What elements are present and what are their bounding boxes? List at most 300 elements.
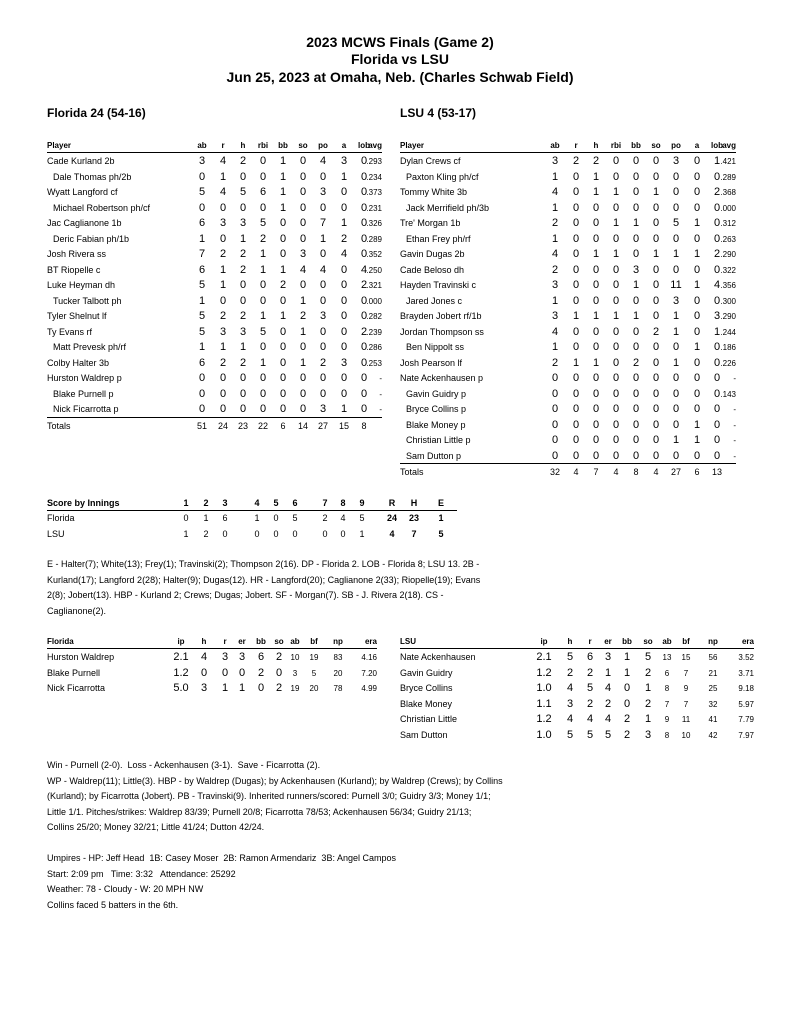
stat-h: 0 <box>592 201 600 214</box>
stat-so: 0 <box>652 232 660 245</box>
stat-a: 0 <box>693 325 701 338</box>
stat-po: 0 <box>672 263 680 276</box>
stat-a: 0 <box>693 387 701 400</box>
stat-avg: .286 <box>366 343 382 352</box>
col-header-r: r <box>588 637 592 646</box>
stat-ab: 5 <box>198 279 206 291</box>
stat-h: 0 <box>592 372 600 384</box>
stat-era: 4.99 <box>361 684 377 693</box>
player-name: Ty Evans rf <box>47 326 93 337</box>
stat-ab: 10 <box>290 653 300 662</box>
stat-a: 0 <box>693 155 701 167</box>
stat-np: 32 <box>708 699 718 709</box>
batter-row <box>47 370 382 386</box>
stat-lob: 0 <box>360 341 368 353</box>
stat-r: 0 <box>219 403 227 415</box>
stat-ip: 1.2 <box>173 666 189 679</box>
stat-h: 0 <box>200 666 208 679</box>
stat-avg: .293 <box>366 157 382 166</box>
stat-h: 0 <box>239 201 247 214</box>
stat-po: 3 <box>319 310 327 322</box>
stat-rbi: 0 <box>259 403 267 415</box>
stat-lob: 0 <box>360 186 368 198</box>
stat-po: 0 <box>319 279 327 291</box>
stat-bf: 5 <box>311 668 317 678</box>
batter-row <box>400 169 736 185</box>
stat-rbi: 0 <box>259 201 267 214</box>
stat-so: 0 <box>299 372 307 384</box>
stat-bb: 0 <box>632 372 640 384</box>
stat-po: 0 <box>672 403 680 415</box>
stat-avg: .000 <box>366 296 382 306</box>
stat-ab: 19 <box>290 684 300 693</box>
batter-row <box>400 355 736 371</box>
stat-a: 0 <box>340 341 348 353</box>
stat-bb: 0 <box>632 232 640 245</box>
stat-avg: .321 <box>366 281 382 290</box>
player-name: Paxton Kling ph/cf <box>406 171 479 182</box>
col-header-lob: lob <box>358 141 370 150</box>
stat-ab: 0 <box>551 372 559 384</box>
stat-so: 0 <box>652 279 660 291</box>
inning-value: 6 <box>222 513 228 523</box>
stat-lob: 0 <box>713 232 721 245</box>
innings-header <box>47 496 457 511</box>
stat-h: 0 <box>592 418 600 431</box>
stat-po: 3 <box>319 186 327 198</box>
stat-po: 1 <box>672 310 680 322</box>
stat-avg: .226 <box>720 358 736 368</box>
stat-rbi: 1 <box>259 248 267 260</box>
totals-label: Totals <box>47 420 71 431</box>
stat-a: 0 <box>340 263 348 276</box>
pitcher-name: Nick Ficarrotta <box>47 683 106 693</box>
pitcher-name: Bryce Collins <box>400 683 453 693</box>
pitcher-name: Sam Dutton <box>400 729 448 740</box>
inning-value: 0 <box>322 528 328 539</box>
stat-ab: 0 <box>551 403 559 415</box>
batter-row <box>400 324 736 340</box>
date-venue: Jun 25, 2023 at Omaha, Neb. (Charles Schwab Field) <box>226 69 574 85</box>
stat-rbi: 0 <box>259 170 267 183</box>
stat-rbi: 1 <box>612 310 620 322</box>
stat-r: 5 <box>586 728 594 741</box>
pitching-summary <box>47 758 767 836</box>
stat-r: 0 <box>221 666 229 679</box>
stat-ab: 2 <box>551 263 559 276</box>
player-name: Josh Rivera ss <box>47 249 107 259</box>
stat-avg: - <box>733 374 736 383</box>
batter-row <box>400 386 736 402</box>
stat-po: 1 <box>672 325 680 338</box>
stat-a: 0 <box>693 263 701 276</box>
stat-ab: 7 <box>664 699 670 709</box>
stat-a: 0 <box>693 403 701 415</box>
stat-lob: 0 <box>360 248 368 260</box>
stat-r: 0 <box>572 403 580 415</box>
stat-h: 0 <box>239 294 247 307</box>
total-lob: 8 <box>361 420 367 431</box>
stat-r: 0 <box>219 294 227 307</box>
stat-r: 0 <box>572 201 580 214</box>
stat-a: 0 <box>693 356 701 369</box>
stat-lob: 0 <box>713 449 721 462</box>
inning-value: 1 <box>254 513 260 523</box>
game-notes <box>47 557 767 619</box>
stat-so: 0 <box>299 155 307 167</box>
inning-header-H: H <box>410 498 418 508</box>
stat-bb: 0 <box>279 217 287 229</box>
inning-header-6: 6 <box>292 498 298 508</box>
inning-value: 0 <box>273 528 279 539</box>
stat-po: 0 <box>319 201 327 214</box>
stat-r: 0 <box>572 217 580 229</box>
stat-bb: 0 <box>632 170 640 183</box>
stat-a: 1 <box>340 403 348 415</box>
batter-row <box>400 262 736 278</box>
stat-r: 1 <box>219 279 227 291</box>
stat-ab: 0 <box>198 170 206 183</box>
batter-row <box>400 401 736 417</box>
batter-row <box>400 231 736 247</box>
stat-a: 0 <box>340 325 348 338</box>
pitcher-row <box>400 711 754 727</box>
stat-a: 0 <box>340 294 348 307</box>
batter-row <box>400 153 736 169</box>
stat-so: 0 <box>299 170 307 183</box>
stat-po: 4 <box>319 263 327 276</box>
stat-r: 3 <box>219 325 227 338</box>
stat-r: 0 <box>219 232 227 245</box>
stat-ab: 6 <box>198 217 206 229</box>
batter-row <box>47 308 382 324</box>
stat-po: 0 <box>672 372 680 384</box>
stat-po: 3 <box>319 403 327 415</box>
stat-h: 2 <box>239 263 247 276</box>
away-pitching-table <box>47 635 377 696</box>
stat-er: 2 <box>604 697 612 710</box>
stat-h: 0 <box>592 279 600 291</box>
player-name: Ben Nippolt ss <box>406 342 465 352</box>
stat-po: 0 <box>319 372 327 384</box>
col-header-ip: ip <box>540 637 548 646</box>
batter-row <box>47 339 382 355</box>
stat-bb: 2 <box>632 356 640 369</box>
stat-ab: 3 <box>292 668 298 678</box>
stat-rbi: 0 <box>612 403 620 415</box>
stat-h: 1 <box>592 170 600 183</box>
total-h: 23 <box>237 420 248 431</box>
summary-line: WP - Waldrep(11); Little(3). HBP - by Waldrep (Dugas); by Ackenhausen (Kurland); by Waldrep (Crews); by Collins <box>47 775 503 786</box>
stat-era: 7.79 <box>738 715 754 724</box>
stat-r: 0 <box>572 232 580 245</box>
stat-so: 0 <box>652 356 660 369</box>
stat-rbi: 0 <box>612 294 620 307</box>
stat-rbi: 0 <box>259 294 267 307</box>
stat-ab: 1 <box>551 170 559 183</box>
stat-ab: 6 <box>664 668 670 678</box>
pitcher-name: Gavin Guidry <box>400 667 453 678</box>
stat-h: 0 <box>239 279 247 291</box>
stat-po: 0 <box>672 449 680 462</box>
stat-bb: 2 <box>279 279 287 291</box>
home-pitching-table <box>400 635 754 742</box>
stat-ip: 2.1 <box>173 651 189 663</box>
col-header-a: a <box>341 141 347 150</box>
stat-rbi: 0 <box>612 325 620 338</box>
player-name: Christian Little p <box>406 435 471 445</box>
total-rbi: 4 <box>613 467 619 477</box>
stat-ab: 1 <box>198 232 206 245</box>
stat-h: 0 <box>239 403 247 415</box>
stat-so: 0 <box>299 201 307 214</box>
game-info-footer <box>47 851 767 913</box>
player-name: Blake Purnell p <box>53 388 114 399</box>
stat-po: 1 <box>672 434 680 446</box>
stat-er: 1 <box>238 682 246 694</box>
inning-value: 0 <box>340 528 346 539</box>
stat-lob: 0 <box>713 356 721 369</box>
stat-po: 4 <box>319 155 327 167</box>
stat-a: 1 <box>693 434 701 446</box>
stat-avg: .250 <box>366 265 382 275</box>
pitcher-name: Blake Money <box>400 698 453 709</box>
inning-header-7: 7 <box>322 498 328 508</box>
batter-row <box>400 215 736 231</box>
stat-po: 0 <box>672 418 680 431</box>
col-header-r: r <box>221 141 225 150</box>
stat-ab: 0 <box>551 434 559 446</box>
stat-ab: 5 <box>198 310 206 322</box>
player-name: Luke Heyman dh <box>47 280 116 290</box>
stat-po: 2 <box>319 356 327 369</box>
stat-lob: 4 <box>360 263 368 276</box>
stat-lob: 4 <box>713 279 721 291</box>
stat-ab: 0 <box>551 387 559 400</box>
stat-h: 0 <box>592 232 600 245</box>
stat-r: 2 <box>572 155 580 167</box>
stat-rbi: 0 <box>612 263 620 276</box>
stat-bf: 7 <box>683 668 689 678</box>
stat-lob: 0 <box>360 232 368 245</box>
stat-a: 0 <box>340 279 348 291</box>
stat-h: 0 <box>592 434 600 446</box>
stat-rbi: 1 <box>612 217 620 229</box>
stat-lob: 0 <box>713 201 721 214</box>
stat-so: 0 <box>652 418 660 431</box>
stat-po: 7 <box>319 217 327 229</box>
stat-era: 3.71 <box>738 668 754 678</box>
stat-r: 6 <box>586 651 594 663</box>
col-header-a: a <box>694 141 700 150</box>
stat-r: 0 <box>572 248 580 260</box>
stat-r: 4 <box>219 155 227 167</box>
stat-avg: .356 <box>720 281 736 290</box>
stat-bf: 20 <box>309 684 319 693</box>
stat-h: 3 <box>566 697 574 710</box>
stat-era: 5.97 <box>738 699 754 709</box>
col-header-avg: avg <box>368 141 382 150</box>
stat-h: 0 <box>592 294 600 307</box>
inning-value: 5 <box>292 513 298 523</box>
stat-ab: 9 <box>664 715 670 724</box>
stat-bb: 0 <box>279 341 287 353</box>
stat-so: 2 <box>644 666 652 679</box>
stat-bb: 0 <box>632 449 640 462</box>
stat-so: 0 <box>652 434 660 446</box>
player-name: Jack Merrifield ph/3b <box>406 202 490 213</box>
inning-value: 1 <box>203 513 209 523</box>
stat-h: 5 <box>566 728 574 741</box>
total-po: 27 <box>670 467 681 477</box>
inning-header-5: 5 <box>273 498 279 508</box>
stat-so: 0 <box>299 217 307 229</box>
batter-row <box>47 169 382 185</box>
col-header-rbi: rbi <box>610 141 622 150</box>
stat-ab: 1 <box>551 232 559 245</box>
stat-bb: 1 <box>623 651 631 663</box>
stat-h: 2 <box>592 155 600 167</box>
stat-bb: 1 <box>279 201 287 214</box>
stat-ab: 2 <box>551 356 559 369</box>
stat-po: 0 <box>672 186 680 198</box>
stat-bb: 0 <box>279 248 287 260</box>
stat-a: 0 <box>693 294 701 307</box>
player-name: Gavin Dugas 2b <box>400 249 465 259</box>
stat-bb: 0 <box>632 387 640 400</box>
col-header-po: po <box>671 141 681 150</box>
stat-avg: .322 <box>720 265 736 275</box>
home-totals-row <box>400 464 736 480</box>
batter-row <box>400 432 736 448</box>
inning-value: 5 <box>359 513 365 523</box>
stat-r: 0 <box>572 325 580 338</box>
stat-lob: 2 <box>713 248 721 260</box>
col-header-avg: avg <box>722 141 736 150</box>
stat-h: 4 <box>566 682 574 694</box>
player-name: Jordan Thompson ss <box>400 326 484 337</box>
stat-so: 1 <box>299 294 307 307</box>
player-name: Bryce Collins p <box>406 404 467 414</box>
stat-ab: 0 <box>551 449 559 462</box>
player-name: Hurston Waldrep p <box>47 373 122 383</box>
stat-rbi: 0 <box>259 341 267 353</box>
stat-h: 1 <box>592 186 600 198</box>
stat-bf: 10 <box>681 730 691 740</box>
stat-po: 0 <box>319 325 327 338</box>
stat-ab: 3 <box>551 310 559 322</box>
stat-avg: .290 <box>720 250 736 259</box>
stat-h: 3 <box>239 325 247 338</box>
stat-h: 4 <box>566 713 574 725</box>
stat-ab: 4 <box>551 325 559 338</box>
player-name: Deric Fabian ph/1b <box>53 233 130 244</box>
stat-h: 0 <box>592 403 600 415</box>
stat-lob: 0 <box>360 170 368 183</box>
stat-h: 0 <box>592 449 600 462</box>
summary-line: Collins 25/20; Money 32/21; Little 41/24; Dutton 42/24. <box>47 822 265 832</box>
stat-so: 1 <box>652 186 660 198</box>
stat-rbi: 0 <box>612 434 620 446</box>
stat-rbi: 0 <box>612 232 620 245</box>
inning-value: 2 <box>322 513 328 523</box>
stat-so: 3 <box>644 728 652 741</box>
stat-rbi: 0 <box>612 279 620 291</box>
stat-ab: 4 <box>551 248 559 260</box>
stat-avg: .352 <box>366 250 382 259</box>
inning-value: 1 <box>359 528 365 539</box>
col-header-bb: bb <box>278 141 288 150</box>
stat-r: 0 <box>572 418 580 431</box>
footer-line: Umpires - HP: Jeff Head 1B: Casey Moser 2B: Ramon Armendariz 3B: Angel Campos <box>47 853 396 863</box>
stat-np: 21 <box>708 668 718 678</box>
stat-a: 1 <box>693 217 701 229</box>
stat-po: 0 <box>672 201 680 214</box>
batter-row <box>400 277 736 293</box>
home-batting-header <box>400 139 736 153</box>
col-header-np: np <box>708 637 718 646</box>
summary-line: Win - Purnell (2-0). Loss - Ackenhausen (3-1). Save - Ficarrotta (2). <box>47 760 321 770</box>
pitcher-name: Blake Purnell <box>47 667 101 678</box>
stat-so: 2 <box>644 697 652 710</box>
player-name: BT Riopelle c <box>47 264 101 275</box>
player-name: Tommy White 3b <box>400 187 468 197</box>
stat-avg: - <box>379 389 382 399</box>
innings-label: Score by Innings <box>47 498 120 508</box>
total-ab: 32 <box>549 467 560 477</box>
stat-so: 0 <box>299 186 307 198</box>
inning-header-8: 8 <box>340 498 346 508</box>
inning-value: 5 <box>438 528 444 539</box>
stat-lob: 0 <box>360 356 368 369</box>
stat-so: 0 <box>652 403 660 415</box>
stat-era: 9.18 <box>738 684 754 693</box>
stat-r: 1 <box>572 356 580 369</box>
stat-lob: 0 <box>360 387 368 400</box>
stat-r: 0 <box>572 263 580 276</box>
total-rbi: 22 <box>257 420 268 431</box>
batter-row <box>400 293 736 309</box>
stat-rbi: 0 <box>259 387 267 400</box>
stat-so: 3 <box>299 248 307 260</box>
stat-rbi: 2 <box>259 232 267 245</box>
col-header-ab: ab <box>662 637 672 646</box>
stat-avg: .373 <box>366 188 382 197</box>
player-name: Dylan Crews cf <box>400 156 461 166</box>
pitcher-row <box>400 727 754 743</box>
stat-avg: - <box>379 405 382 414</box>
pitcher-name: Hurston Waldrep <box>47 652 115 662</box>
stat-so: 2 <box>652 325 660 338</box>
stat-h: 5 <box>239 186 247 198</box>
stat-avg: .326 <box>366 219 382 228</box>
stat-er: 3 <box>604 651 612 663</box>
stat-h: 4 <box>200 651 208 663</box>
stat-ip: 1.2 <box>536 666 552 679</box>
player-name: Jac Caglianone 1b <box>47 218 122 228</box>
col-header-player: Player <box>47 141 72 150</box>
batter-row <box>400 417 736 433</box>
inning-value: 0 <box>222 528 228 539</box>
stat-ab: 0 <box>551 418 559 431</box>
total-bb: 8 <box>633 467 639 477</box>
batter-row <box>400 184 736 200</box>
stat-lob: 0 <box>360 403 368 415</box>
stat-r: 3 <box>219 217 227 229</box>
stat-ab: 3 <box>551 155 559 167</box>
stat-r: 2 <box>219 356 227 369</box>
inning-value: 4 <box>340 513 346 523</box>
